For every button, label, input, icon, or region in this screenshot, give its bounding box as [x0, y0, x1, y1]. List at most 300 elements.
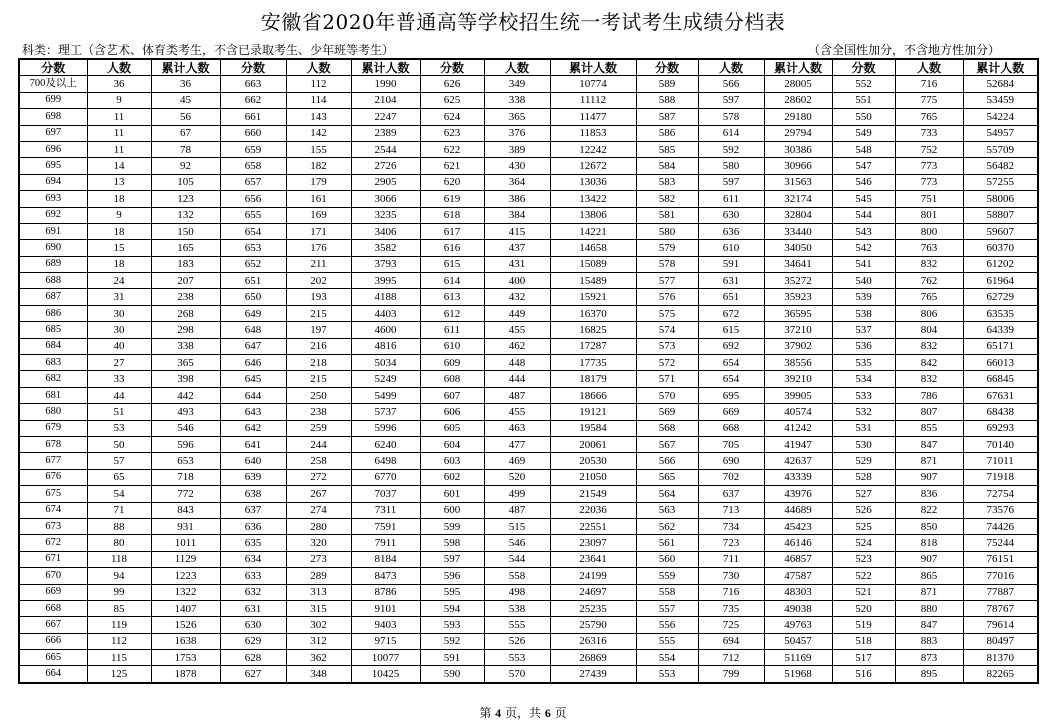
count-cell: 320 — [286, 535, 351, 551]
score-cell: 551 — [832, 92, 895, 108]
score-cell: 643 — [220, 404, 286, 420]
cumulative-cell: 49038 — [764, 600, 832, 616]
score-cell: 542 — [832, 240, 895, 256]
count-cell: 615 — [698, 322, 764, 338]
cumulative-cell: 2389 — [351, 125, 420, 141]
count-cell: 155 — [286, 141, 351, 157]
count-cell: 54 — [87, 486, 151, 502]
column-header: 累计人数 — [351, 59, 420, 76]
cumulative-cell: 76151 — [963, 551, 1038, 567]
score-cell: 607 — [420, 387, 484, 403]
table-row — [19, 650, 1038, 666]
score-cell: 533 — [832, 387, 895, 403]
cumulative-cell: 74426 — [963, 518, 1038, 534]
count-cell: 807 — [895, 404, 963, 420]
count-cell: 592 — [698, 141, 764, 157]
table-row — [19, 141, 1038, 157]
cumulative-cell: 6240 — [351, 436, 420, 452]
table-row — [19, 174, 1038, 190]
count-cell: 99 — [87, 584, 151, 600]
cumulative-cell: 37902 — [764, 338, 832, 354]
count-cell: 763 — [895, 240, 963, 256]
count-cell: 871 — [895, 453, 963, 469]
score-cell: 591 — [420, 650, 484, 666]
column-header: 分数 — [220, 59, 286, 76]
score-cell: 562 — [636, 518, 698, 534]
score-cell: 668 — [19, 600, 87, 616]
score-cell: 618 — [420, 207, 484, 223]
score-cell: 636 — [220, 518, 286, 534]
count-cell: 555 — [484, 617, 550, 633]
cumulative-cell: 12672 — [550, 158, 636, 174]
cumulative-cell: 19584 — [550, 420, 636, 436]
table-body — [19, 76, 1038, 683]
count-cell: 477 — [484, 436, 550, 452]
score-cell: 646 — [220, 355, 286, 371]
count-cell: 53 — [87, 420, 151, 436]
score-cell: 666 — [19, 633, 87, 649]
count-cell: 118 — [87, 551, 151, 567]
score-cell: 535 — [832, 355, 895, 371]
cumulative-cell: 64339 — [963, 322, 1038, 338]
score-cell: 595 — [420, 584, 484, 600]
cumulative-cell: 1878 — [151, 666, 220, 683]
score-cell: 656 — [220, 191, 286, 207]
score-cell: 518 — [832, 633, 895, 649]
score-cell: 672 — [19, 535, 87, 551]
count-cell: 702 — [698, 469, 764, 485]
count-cell: 804 — [895, 322, 963, 338]
count-cell: 448 — [484, 355, 550, 371]
cumulative-cell: 14658 — [550, 240, 636, 256]
footer-middle: 页，共 — [504, 706, 541, 720]
score-cell: 601 — [420, 486, 484, 502]
score-cell: 568 — [636, 420, 698, 436]
cumulative-cell: 28005 — [764, 76, 832, 92]
count-cell: 751 — [895, 191, 963, 207]
score-cell: 592 — [420, 633, 484, 649]
count-cell: 44 — [87, 387, 151, 403]
score-cell: 670 — [19, 568, 87, 584]
score-cell: 525 — [832, 518, 895, 534]
cumulative-cell: 5737 — [351, 404, 420, 420]
count-cell: 578 — [698, 109, 764, 125]
score-cell: 570 — [636, 387, 698, 403]
score-cell: 628 — [220, 650, 286, 666]
count-cell: 695 — [698, 387, 764, 403]
count-cell: 705 — [698, 436, 764, 452]
cumulative-cell: 7911 — [351, 535, 420, 551]
score-cell: 577 — [636, 273, 698, 289]
cumulative-cell: 15089 — [550, 256, 636, 272]
count-cell: 907 — [895, 551, 963, 567]
count-cell: 836 — [895, 486, 963, 502]
score-cell: 528 — [832, 469, 895, 485]
cumulative-cell: 1223 — [151, 568, 220, 584]
cumulative-cell: 238 — [151, 289, 220, 305]
count-cell: 24 — [87, 273, 151, 289]
count-cell: 871 — [895, 584, 963, 600]
score-cell: 608 — [420, 371, 484, 387]
score-cell: 555 — [636, 633, 698, 649]
count-cell: 723 — [698, 535, 764, 551]
score-cell: 556 — [636, 617, 698, 633]
score-cell: 626 — [420, 76, 484, 92]
count-cell: 302 — [286, 617, 351, 633]
count-cell: 119 — [87, 617, 151, 633]
cumulative-cell: 493 — [151, 404, 220, 420]
count-cell: 51 — [87, 404, 151, 420]
cumulative-cell: 38556 — [764, 355, 832, 371]
score-cell: 694 — [19, 174, 87, 190]
table-row — [19, 469, 1038, 485]
score-cell: 589 — [636, 76, 698, 92]
column-header: 人数 — [895, 59, 963, 76]
count-cell: 9 — [87, 207, 151, 223]
count-cell: 455 — [484, 322, 550, 338]
count-cell: 143 — [286, 109, 351, 125]
cumulative-cell: 3793 — [351, 256, 420, 272]
score-cell: 693 — [19, 191, 87, 207]
score-cell: 605 — [420, 420, 484, 436]
count-cell: 597 — [698, 92, 764, 108]
cumulative-cell: 20061 — [550, 436, 636, 452]
cumulative-cell: 4600 — [351, 322, 420, 338]
count-cell: 692 — [698, 338, 764, 354]
cumulative-cell: 81370 — [963, 650, 1038, 666]
score-cell: 687 — [19, 289, 87, 305]
count-cell: 498 — [484, 584, 550, 600]
score-cell: 600 — [420, 502, 484, 518]
cumulative-cell: 183 — [151, 256, 220, 272]
score-cell: 615 — [420, 256, 484, 272]
cumulative-cell: 718 — [151, 469, 220, 485]
count-cell: 865 — [895, 568, 963, 584]
table-row — [19, 502, 1038, 518]
cumulative-cell: 207 — [151, 273, 220, 289]
count-cell: 80 — [87, 535, 151, 551]
count-cell: 651 — [698, 289, 764, 305]
count-cell: 169 — [286, 207, 351, 223]
score-cell: 523 — [832, 551, 895, 567]
cumulative-cell: 73576 — [963, 502, 1038, 518]
score-cell: 697 — [19, 125, 87, 141]
score-cell: 625 — [420, 92, 484, 108]
count-cell: 430 — [484, 158, 550, 174]
score-cell: 554 — [636, 650, 698, 666]
page-footer — [0, 704, 1046, 721]
score-cell: 684 — [19, 338, 87, 354]
count-cell: 546 — [484, 535, 550, 551]
count-cell: 312 — [286, 633, 351, 649]
cumulative-cell: 66013 — [963, 355, 1038, 371]
score-cell: 594 — [420, 600, 484, 616]
cumulative-cell: 92 — [151, 158, 220, 174]
cumulative-cell: 61964 — [963, 273, 1038, 289]
score-cell: 572 — [636, 355, 698, 371]
table-row — [19, 207, 1038, 223]
cumulative-cell: 4816 — [351, 338, 420, 354]
cumulative-cell: 8786 — [351, 584, 420, 600]
count-cell: 338 — [484, 92, 550, 108]
cumulative-cell: 67631 — [963, 387, 1038, 403]
score-cell: 550 — [832, 109, 895, 125]
count-cell: 313 — [286, 584, 351, 600]
score-cell: 611 — [420, 322, 484, 338]
cumulative-cell: 63535 — [963, 305, 1038, 321]
cumulative-cell: 32174 — [764, 191, 832, 207]
cumulative-cell: 56 — [151, 109, 220, 125]
count-cell: 725 — [698, 617, 764, 633]
score-cell: 667 — [19, 617, 87, 633]
score-cell: 574 — [636, 322, 698, 338]
score-cell: 541 — [832, 256, 895, 272]
cumulative-cell: 11477 — [550, 109, 636, 125]
count-cell: 114 — [286, 92, 351, 108]
cumulative-cell: 79614 — [963, 617, 1038, 633]
count-cell: 362 — [286, 650, 351, 666]
count-cell: 11 — [87, 109, 151, 125]
score-cell: 631 — [220, 600, 286, 616]
cumulative-cell: 1638 — [151, 633, 220, 649]
cumulative-cell: 78 — [151, 141, 220, 157]
score-cell: 634 — [220, 551, 286, 567]
cumulative-cell: 7037 — [351, 486, 420, 502]
score-cell: 623 — [420, 125, 484, 141]
score-cell: 578 — [636, 256, 698, 272]
score-cell: 685 — [19, 322, 87, 338]
score-cell: 621 — [420, 158, 484, 174]
table-row — [19, 273, 1038, 289]
score-cell: 653 — [220, 240, 286, 256]
count-cell: 202 — [286, 273, 351, 289]
count-cell: 65 — [87, 469, 151, 485]
cumulative-cell: 5249 — [351, 371, 420, 387]
score-cell: 651 — [220, 273, 286, 289]
score-cell: 686 — [19, 305, 87, 321]
score-cell: 639 — [220, 469, 286, 485]
score-cell: 673 — [19, 518, 87, 534]
cumulative-cell: 82265 — [963, 666, 1038, 683]
count-cell: 176 — [286, 240, 351, 256]
cumulative-cell: 365 — [151, 355, 220, 371]
cumulative-cell: 39210 — [764, 371, 832, 387]
count-cell: 193 — [286, 289, 351, 305]
score-cell: 579 — [636, 240, 698, 256]
cumulative-cell: 8184 — [351, 551, 420, 567]
cumulative-cell: 21050 — [550, 469, 636, 485]
count-cell: 415 — [484, 223, 550, 239]
cumulative-cell: 54957 — [963, 125, 1038, 141]
count-cell: 215 — [286, 305, 351, 321]
count-cell: 30 — [87, 322, 151, 338]
table-header-row — [19, 59, 1038, 76]
column-header: 分数 — [420, 59, 484, 76]
cumulative-cell: 132 — [151, 207, 220, 223]
count-cell: 179 — [286, 174, 351, 190]
cumulative-cell: 7311 — [351, 502, 420, 518]
score-cell: 582 — [636, 191, 698, 207]
count-cell: 765 — [895, 109, 963, 125]
table-row — [19, 420, 1038, 436]
score-cell: 688 — [19, 273, 87, 289]
score-cell: 699 — [19, 92, 87, 108]
count-cell: 142 — [286, 125, 351, 141]
cumulative-cell: 62729 — [963, 289, 1038, 305]
cumulative-cell: 5499 — [351, 387, 420, 403]
cumulative-cell: 61202 — [963, 256, 1038, 272]
count-cell: 57 — [87, 453, 151, 469]
cumulative-cell: 9403 — [351, 617, 420, 633]
cumulative-cell: 77887 — [963, 584, 1038, 600]
column-header: 分数 — [636, 59, 698, 76]
count-cell: 289 — [286, 568, 351, 584]
count-cell: 463 — [484, 420, 550, 436]
score-cell: 671 — [19, 551, 87, 567]
score-cell: 642 — [220, 420, 286, 436]
count-cell: 610 — [698, 240, 764, 256]
score-cell: 647 — [220, 338, 286, 354]
score-cell: 614 — [420, 273, 484, 289]
count-cell: 716 — [895, 76, 963, 92]
cumulative-cell: 18666 — [550, 387, 636, 403]
score-cell: 700及以上 — [19, 76, 87, 92]
score-cell: 629 — [220, 633, 286, 649]
table-row — [19, 338, 1038, 354]
cumulative-cell: 44689 — [764, 502, 832, 518]
score-cell: 598 — [420, 535, 484, 551]
cumulative-cell: 8473 — [351, 568, 420, 584]
cumulative-cell: 29794 — [764, 125, 832, 141]
score-cell: 613 — [420, 289, 484, 305]
count-cell: 267 — [286, 486, 351, 502]
cumulative-cell: 398 — [151, 371, 220, 387]
table-row — [19, 666, 1038, 683]
cumulative-cell: 36 — [151, 76, 220, 92]
score-cell: 630 — [220, 617, 286, 633]
cumulative-cell: 70140 — [963, 436, 1038, 452]
count-cell: 669 — [698, 404, 764, 420]
score-cell: 682 — [19, 371, 87, 387]
cumulative-cell: 3066 — [351, 191, 420, 207]
score-cell: 660 — [220, 125, 286, 141]
cumulative-cell: 442 — [151, 387, 220, 403]
cumulative-cell: 80497 — [963, 633, 1038, 649]
cumulative-cell: 28602 — [764, 92, 832, 108]
count-cell: 873 — [895, 650, 963, 666]
count-cell: 818 — [895, 535, 963, 551]
score-cell: 604 — [420, 436, 484, 452]
score-cell: 580 — [636, 223, 698, 239]
count-cell: 315 — [286, 600, 351, 616]
cumulative-cell: 40574 — [764, 404, 832, 420]
score-cell: 564 — [636, 486, 698, 502]
score-cell: 558 — [636, 584, 698, 600]
count-cell: 432 — [484, 289, 550, 305]
count-cell: 250 — [286, 387, 351, 403]
score-cell: 681 — [19, 387, 87, 403]
score-cell: 524 — [832, 535, 895, 551]
score-cell: 648 — [220, 322, 286, 338]
score-cell: 575 — [636, 305, 698, 321]
score-cell: 669 — [19, 584, 87, 600]
cumulative-cell: 47587 — [764, 568, 832, 584]
score-cell: 588 — [636, 92, 698, 108]
footer-page-number: 4 — [495, 706, 502, 720]
count-cell: 40 — [87, 338, 151, 354]
cumulative-cell: 45423 — [764, 518, 832, 534]
cumulative-cell: 35272 — [764, 273, 832, 289]
cumulative-cell: 45 — [151, 92, 220, 108]
count-cell: 716 — [698, 584, 764, 600]
cumulative-cell: 2544 — [351, 141, 420, 157]
cumulative-cell: 150 — [151, 223, 220, 239]
count-cell: 880 — [895, 600, 963, 616]
cumulative-cell: 1129 — [151, 551, 220, 567]
cumulative-cell: 46857 — [764, 551, 832, 567]
count-cell: 842 — [895, 355, 963, 371]
count-cell: 654 — [698, 371, 764, 387]
cumulative-cell: 2726 — [351, 158, 420, 174]
count-cell: 437 — [484, 240, 550, 256]
cumulative-cell: 546 — [151, 420, 220, 436]
score-cell: 657 — [220, 174, 286, 190]
cumulative-cell: 9101 — [351, 600, 420, 616]
score-cell: 567 — [636, 436, 698, 452]
cumulative-cell: 41947 — [764, 436, 832, 452]
cumulative-cell: 26316 — [550, 633, 636, 649]
column-header: 人数 — [698, 59, 764, 76]
table-row — [19, 387, 1038, 403]
count-cell: 570 — [484, 666, 550, 683]
score-cell: 546 — [832, 174, 895, 190]
count-cell: 765 — [895, 289, 963, 305]
count-cell: 9 — [87, 92, 151, 108]
count-cell: 431 — [484, 256, 550, 272]
cumulative-cell: 53459 — [963, 92, 1038, 108]
score-cell: 585 — [636, 141, 698, 157]
score-cell: 677 — [19, 453, 87, 469]
cumulative-cell: 50457 — [764, 633, 832, 649]
count-cell: 730 — [698, 568, 764, 584]
cumulative-cell: 30386 — [764, 141, 832, 157]
cumulative-cell: 268 — [151, 305, 220, 321]
cumulative-cell: 37210 — [764, 322, 832, 338]
column-header: 累计人数 — [151, 59, 220, 76]
score-cell: 532 — [832, 404, 895, 420]
table-row — [19, 518, 1038, 534]
cumulative-cell: 10077 — [351, 650, 420, 666]
score-cell: 561 — [636, 535, 698, 551]
score-cell: 547 — [832, 158, 895, 174]
count-cell: 376 — [484, 125, 550, 141]
count-cell: 449 — [484, 305, 550, 321]
count-cell: 384 — [484, 207, 550, 223]
count-cell: 400 — [484, 273, 550, 289]
count-cell: 850 — [895, 518, 963, 534]
cumulative-cell: 22551 — [550, 518, 636, 534]
count-cell: 348 — [286, 666, 351, 683]
count-cell: 566 — [698, 76, 764, 92]
score-cell: 557 — [636, 600, 698, 616]
table-row — [19, 600, 1038, 616]
cumulative-cell: 596 — [151, 436, 220, 452]
cumulative-cell: 54224 — [963, 109, 1038, 125]
score-cell: 655 — [220, 207, 286, 223]
score-cell: 676 — [19, 469, 87, 485]
count-cell: 88 — [87, 518, 151, 534]
table-row — [19, 371, 1038, 387]
